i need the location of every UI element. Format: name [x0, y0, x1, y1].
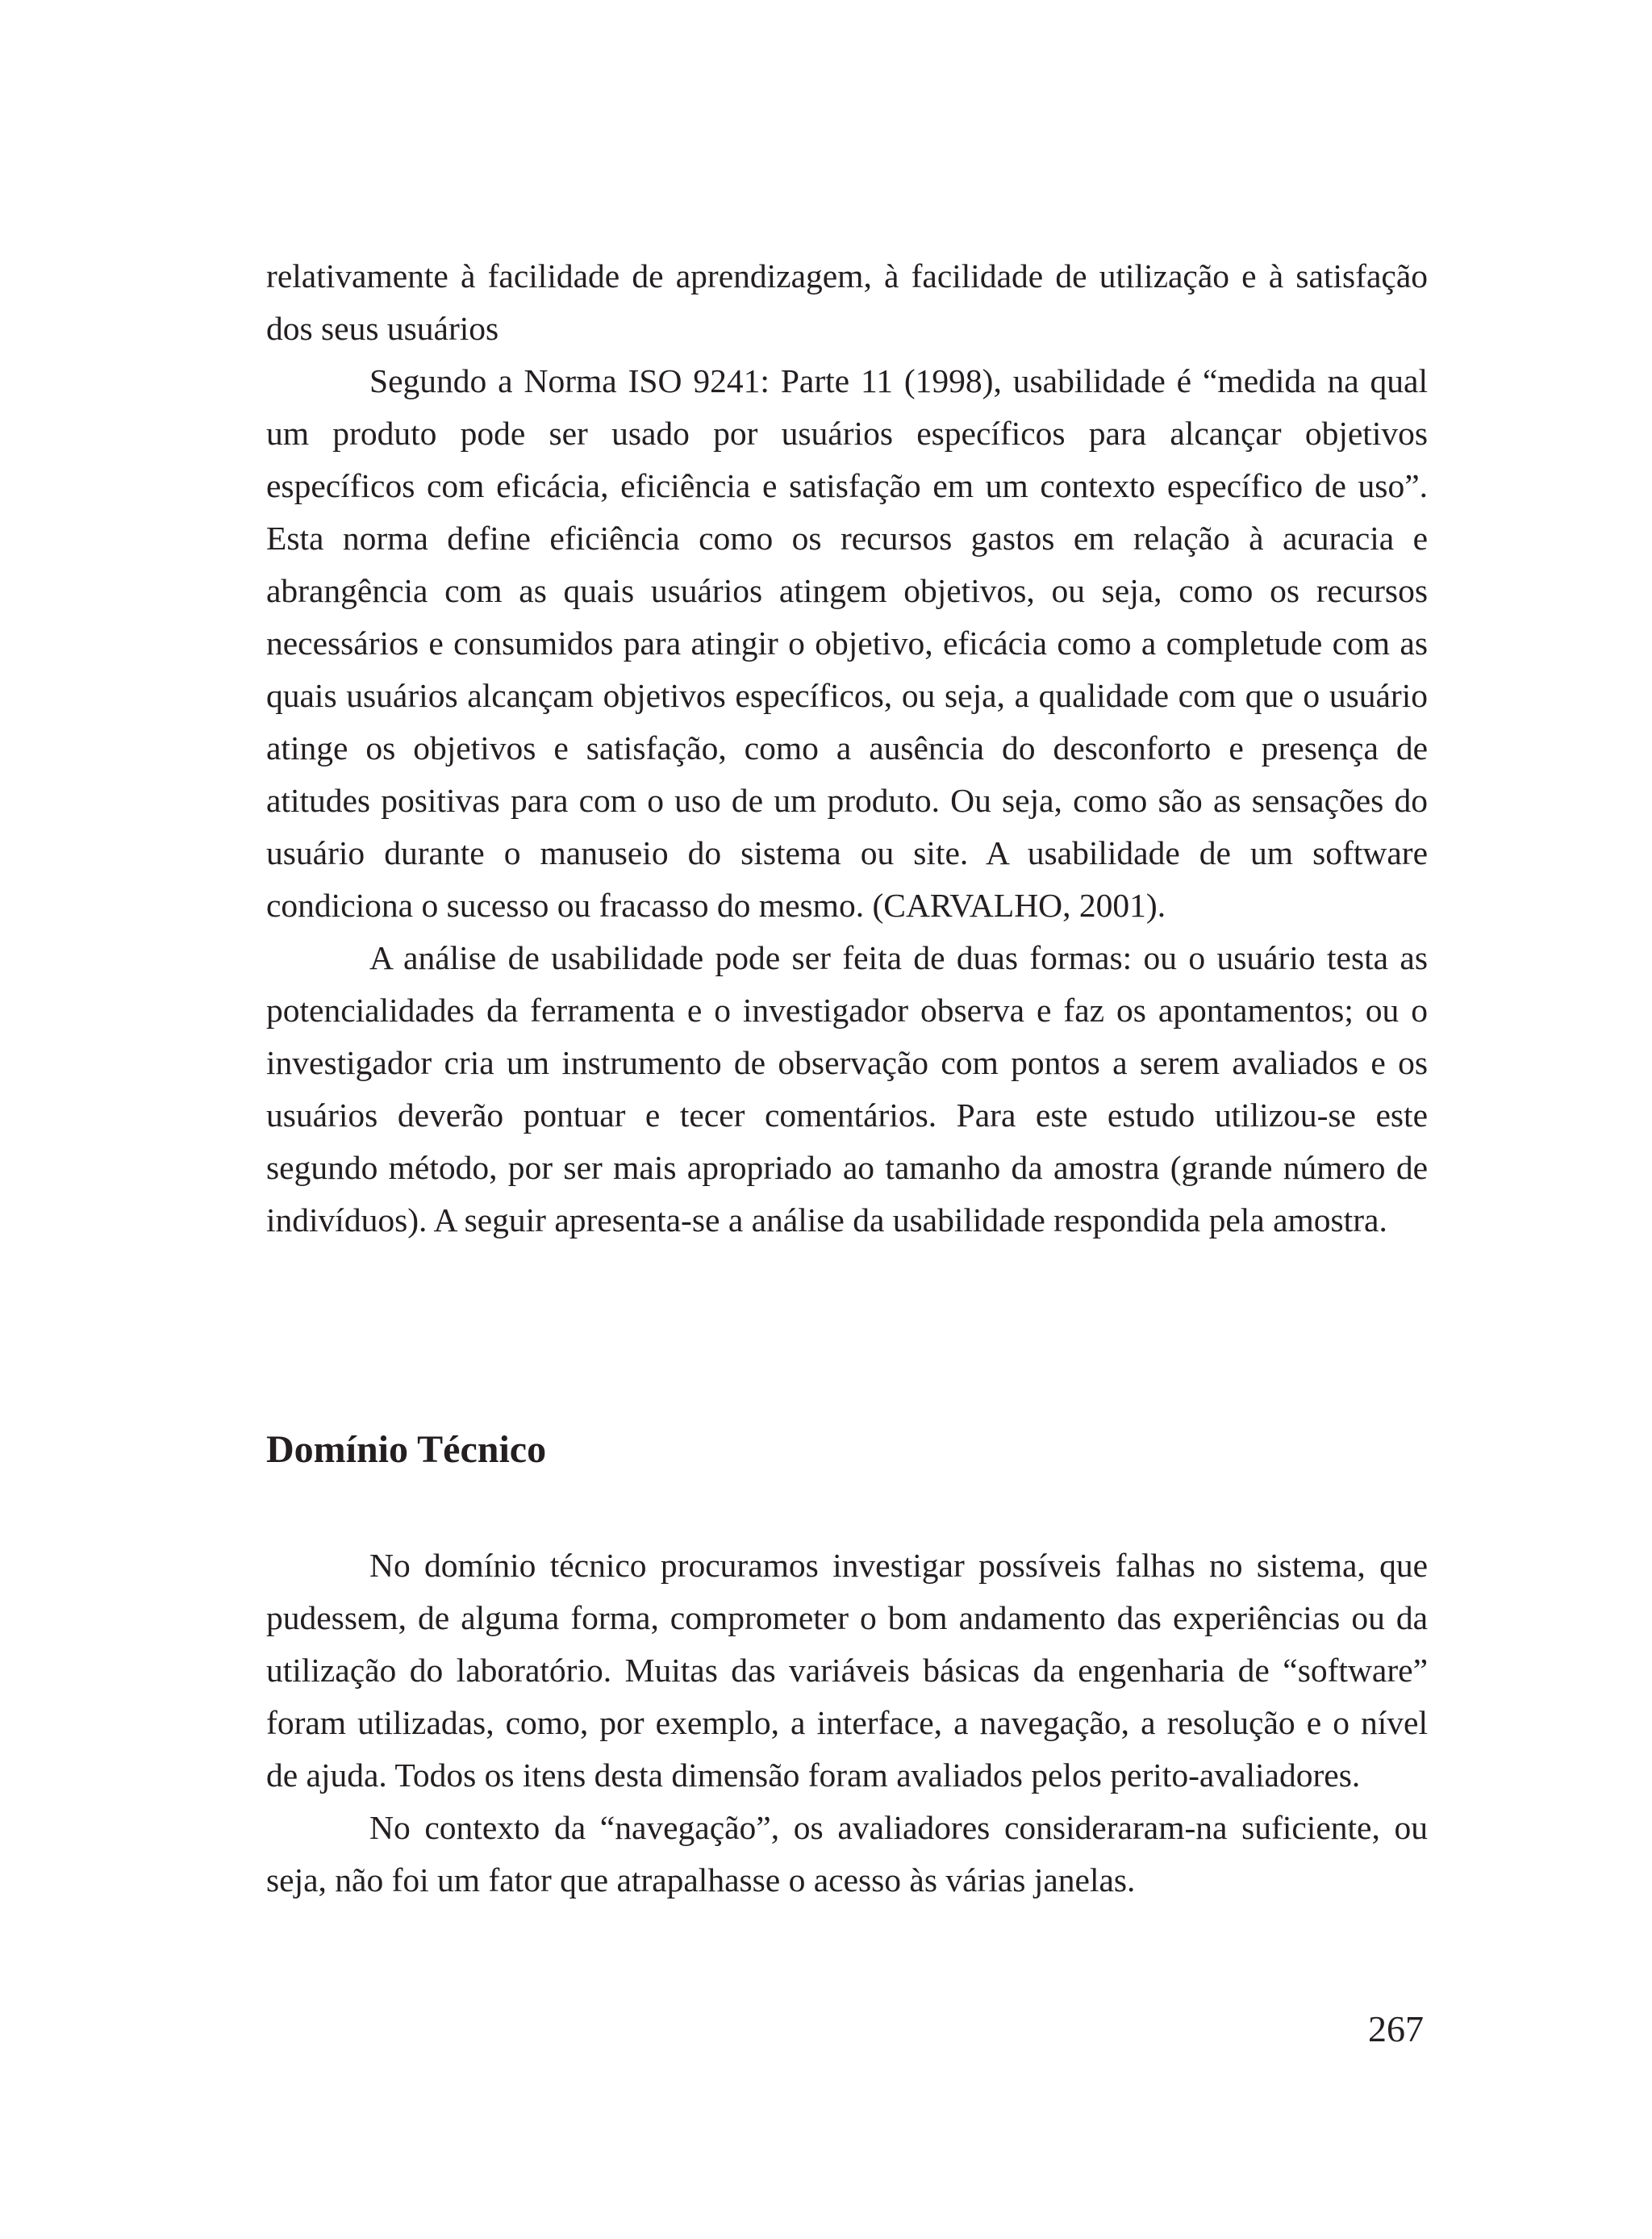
- paragraph-usability-analysis: A análise de usabilidade pode ser feita de duas formas: ou o usuário testa as potencialidades da ferramenta e o investigador observa e faz os apontamentos; ou o investigador cria um instrumento de observação com pontos a serem avaliados e os usuários deverão pontuar e tecer comentários. Para este estudo utilizou-se este segundo método, por ser mais apropriado ao tamanho da amostra (grande número de indivíduos). A seguir apresenta-se a análise da usabilidade respondida pela amostra.: [266, 939, 1428, 1239]
- paragraph-technical-domain: No domínio técnico procuramos investigar possíveis falhas no sistema, que pudessem, de alguma forma, comprometer o bom andamento das experiências ou da utilização do laboratório. Muitas das variáveis básicas da engenharia de “software” foram utilizadas, como, por exemplo, a interface, a navegação, a resolução e o nível de ajuda. Todos os itens desta dimensão foram avaliados pelos perito-avaliadores.: [266, 1547, 1428, 1794]
- paragraph-navigation: No contexto da “navegação”, os avaliadores consideraram-na suficiente, ou seja, não foi um fator que atrapalhasse o acesso às várias janelas.: [266, 1809, 1428, 1899]
- body-text-bottom: [266, 1539, 1428, 1907]
- paragraph-continuation: relativamente à facilidade de aprendizagem, à facilidade de utilização e à satisfação dos seus usuários: [266, 257, 1428, 347]
- body-text-top: [266, 250, 1428, 1247]
- section-heading: Domínio Técnico: [266, 1428, 547, 1471]
- paragraph-iso-definition: Segundo a Norma ISO 9241: Parte 11 (1998), usabilidade é “medida na qual um produto pode ser usado por usuários específicos para alcançar objetivos específicos com eficácia, eficiência e satisfação em um contexto específico de uso”. Esta norma define eficiência como os recursos gastos em relação à acuracia e abrangência com as quais usuários atingem objetivos, ou seja, como os recursos necessários e consumidos para atingir o objetivo, eficácia como a completude com as quais usuários alcançam objetivos específicos, ou seja, a qualidade com que o usuário atinge os objetivos e satisfação, como a ausência do desconforto e presença de atitudes positivas para com o uso de um produto. Ou seja, como são as sensações do usuário durante o manuseio do sistema ou site. A usabilidade de um software condiciona o sucesso ou fracasso do mesmo. (CARVALHO, 2001).: [266, 362, 1428, 924]
- page-number: 267: [1368, 2008, 1424, 2049]
